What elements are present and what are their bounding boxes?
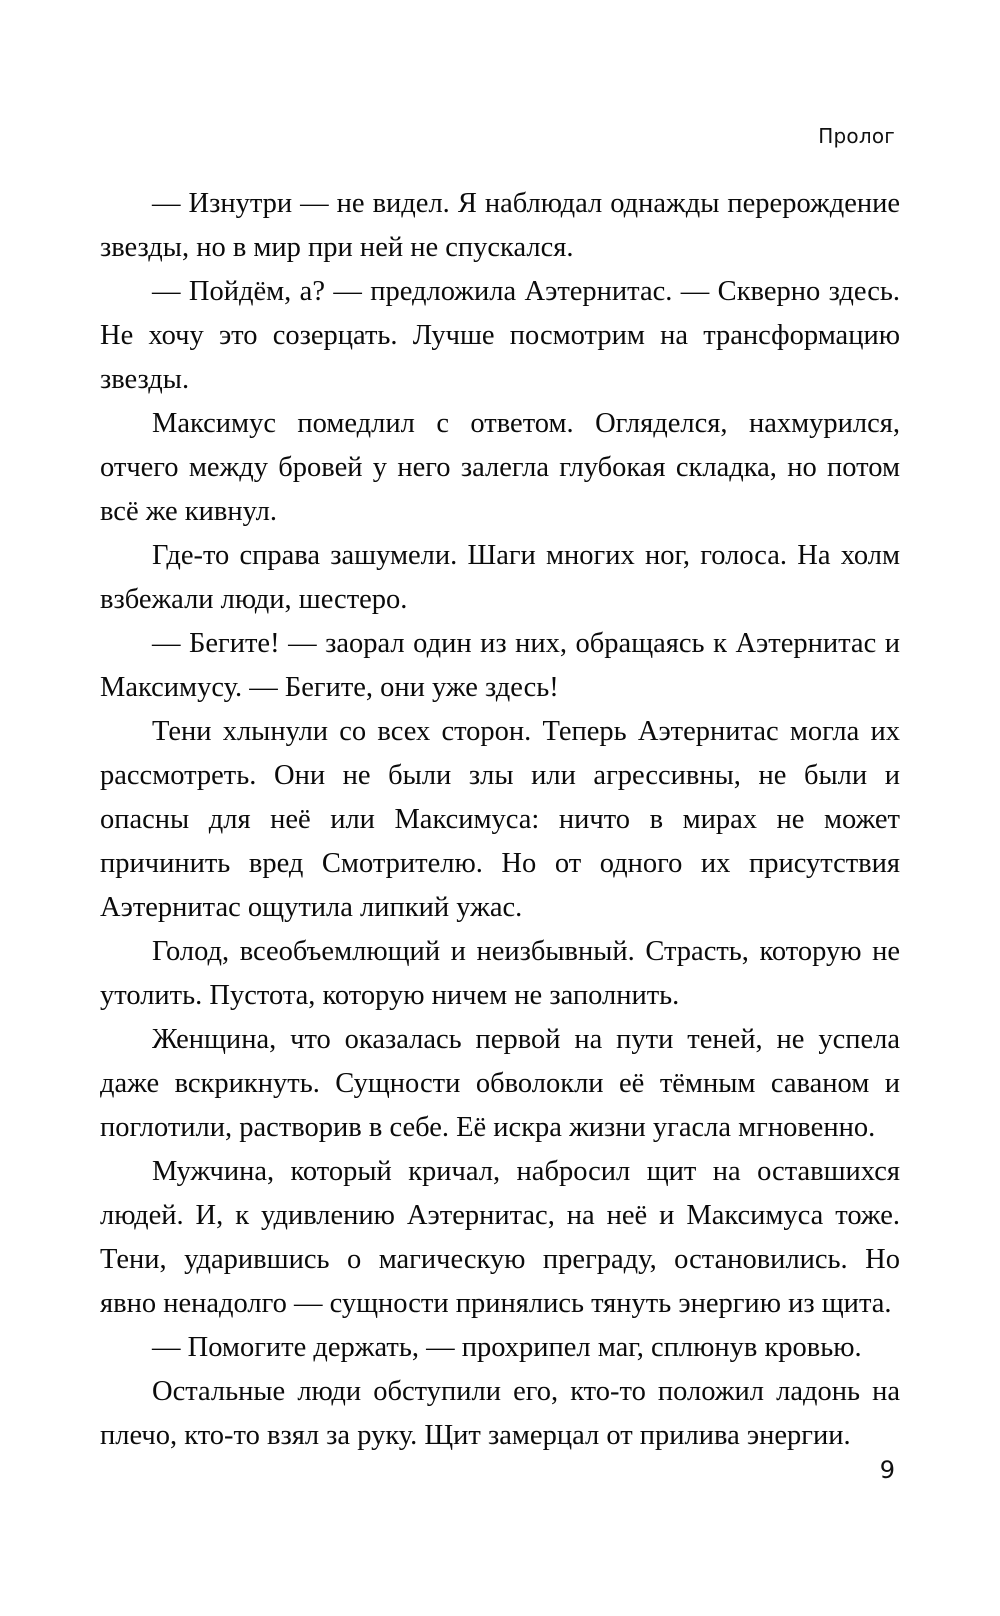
page-number: 9 [879,1456,895,1484]
running-head: Пролог [818,124,895,148]
paragraph: Мужчина, который кричал, набросил щит на оставшихся людей. И, к удивлению Аэтернитас, на неё и Максимуса тоже. Тени, ударившись о магическую преграду, остановились. Но явно ненадолго — сущности принялись тянуть энергию из щита. [100,1156,900,1319]
paragraph: Максимус помедлил с ответом. Огляделся, нахмурился, отчего между бровей у него залегла глубокая складка, но потом всё же кивнул. [100,408,900,527]
body-text [100,182,900,1458]
paragraph: Где-то справа зашумели. Шаги многих ног, голоса. На холм взбежали люди, шестеро. [100,540,900,615]
paragraph: — Бегите! — заорал один из них, обращаясь к Аэтернитас и Максимусу. — Бегите, они уже здесь! [100,628,900,703]
paragraph: Голод, всеобъемлющий и неизбывный. Страсть, которую не утолить. Пустота, которую ничем не заполнить. [100,936,900,1011]
paragraph: Женщина, что оказалась первой на пути теней, не успела даже вскрикнуть. Сущности обволокли её тёмным саваном и поглотили, растворив в себе. Её искра жизни угасла мгновенно. [100,1024,900,1143]
paragraph: Остальные люди обступили его, кто-то положил ладонь на плечо, кто-то взял за руку. Щит замерцал от прилива энергии. [100,1376,900,1451]
paragraph: — Изнутри — не видел. Я наблюдал однажды перерождение звезды, но в мир при ней не спускался. [100,188,900,263]
paragraph: Тени хлынули со всех сторон. Теперь Аэтернитас могла их рассмотреть. Они не были злы или агрессивны, не были и опасны для неё или Максимуса: ничто в мирах не может причинить вред Смотрителю. Но от одного их присутствия Аэтернитас ощутила липкий ужас. [100,716,900,923]
paragraph: — Пойдём, а? — предложила Аэтернитас. — Скверно здесь. Не хочу это созерцать. Лучше посмотрим на трансформацию звезды. [100,276,900,395]
paragraph: — Помогите держать, — прохрипел маг, сплюнув кровью. [152,1332,862,1363]
